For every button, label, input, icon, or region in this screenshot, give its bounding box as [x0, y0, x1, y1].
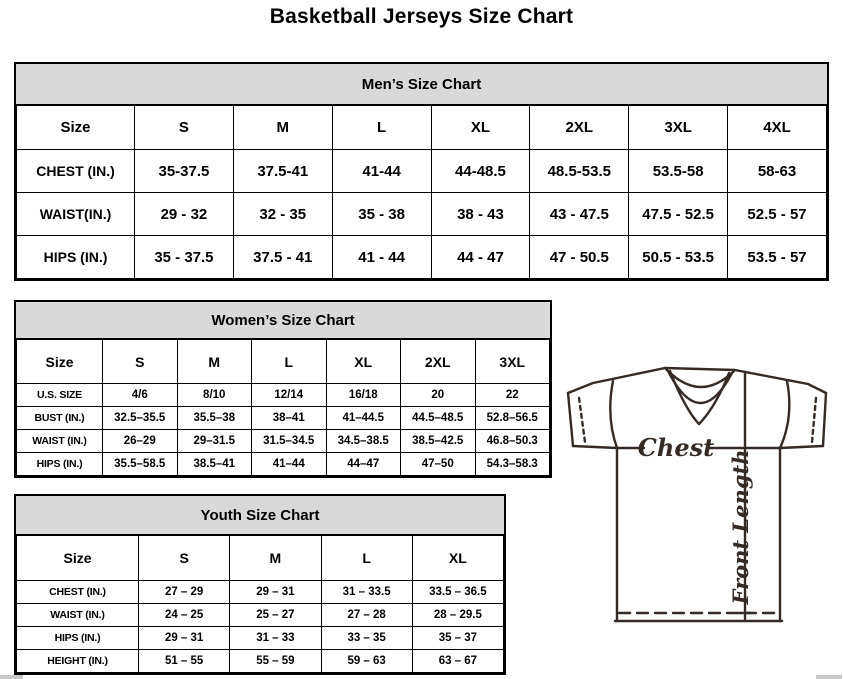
column-header-row [17, 340, 550, 384]
table-row [17, 581, 504, 604]
front-length-label: Front Length [728, 449, 753, 605]
row-label-cell: WAIST(IN.) [17, 193, 135, 236]
jersey-outline-icon [558, 362, 843, 672]
value-cell: 63 – 67 [412, 650, 503, 673]
row-label-cell: HEIGHT (IN.) [17, 650, 139, 673]
column-header-cell: M [177, 340, 252, 384]
value-cell: 29 - 32 [135, 193, 234, 236]
value-cell: 35 – 37 [412, 627, 503, 650]
page-title: Basketball Jerseys Size Chart [269, 5, 574, 28]
youth-chart-grid [16, 535, 504, 673]
value-cell: 29 – 31 [139, 627, 230, 650]
row-label-cell: HIPS (IN.) [17, 627, 139, 650]
row-label-cell: HIPS (IN.) [17, 236, 135, 279]
value-cell: 35-37.5 [135, 150, 234, 193]
column-header-cell: L [252, 340, 327, 384]
column-header-cell: S [103, 340, 178, 384]
column-header-cell: XL [412, 536, 503, 581]
womens-chart-grid [16, 339, 550, 476]
column-header-cell: XL [326, 340, 401, 384]
value-cell: 34.5–38.5 [326, 430, 401, 453]
row-label-cell: U.S. SIZE [17, 384, 103, 407]
column-header-row [17, 536, 504, 581]
value-cell: 29 – 31 [230, 581, 321, 604]
value-cell: 47 - 50.5 [530, 236, 629, 279]
mens-size-table [14, 62, 829, 281]
mens-chart-grid [16, 105, 827, 279]
column-header-cell: L [332, 106, 431, 150]
value-cell: 51 – 55 [139, 650, 230, 673]
value-cell: 24 – 25 [139, 604, 230, 627]
value-cell: 41–44.5 [326, 407, 401, 430]
value-cell: 54.3–58.3 [475, 453, 550, 476]
value-cell: 41–44 [252, 453, 327, 476]
column-header-cell: M [233, 106, 332, 150]
row-label-cell: HIPS (IN.) [17, 453, 103, 476]
womens-chart-title: Women’s Size Chart [16, 302, 550, 339]
size-header-cell: Size [17, 536, 139, 581]
column-header-cell: 2XL [401, 340, 476, 384]
row-label-cell: WAIST (IN.) [17, 604, 139, 627]
value-cell: 59 – 63 [321, 650, 412, 673]
value-cell: 43 - 47.5 [530, 193, 629, 236]
column-header-cell: S [135, 106, 234, 150]
value-cell: 31.5–34.5 [252, 430, 327, 453]
value-cell: 41-44 [332, 150, 431, 193]
size-header-cell: Size [17, 106, 135, 150]
value-cell: 53.5 - 57 [728, 236, 827, 279]
value-cell: 53.5-58 [629, 150, 728, 193]
value-cell: 20 [401, 384, 476, 407]
table-row [17, 453, 550, 476]
table-row [17, 193, 827, 236]
womens-size-table [14, 300, 552, 478]
value-cell: 8/10 [177, 384, 252, 407]
value-cell: 55 – 59 [230, 650, 321, 673]
row-label-cell: BUST (IN.) [17, 407, 103, 430]
size-header-cell: Size [17, 340, 103, 384]
chest-label: Chest [637, 433, 715, 462]
value-cell: 26–29 [103, 430, 178, 453]
column-header-cell: XL [431, 106, 530, 150]
value-cell: 47–50 [401, 453, 476, 476]
value-cell: 25 – 27 [230, 604, 321, 627]
row-label-cell: CHEST (IN.) [17, 150, 135, 193]
mens-chart-title: Men’s Size Chart [16, 64, 827, 105]
value-cell: 52.5 - 57 [728, 193, 827, 236]
value-cell: 44–47 [326, 453, 401, 476]
value-cell: 33.5 – 36.5 [412, 581, 503, 604]
value-cell: 38 - 43 [431, 193, 530, 236]
table-row [17, 236, 827, 279]
value-cell: 50.5 - 53.5 [629, 236, 728, 279]
table-row [17, 604, 504, 627]
value-cell: 52.8–56.5 [475, 407, 550, 430]
table-row [17, 384, 550, 407]
value-cell: 27 – 28 [321, 604, 412, 627]
value-cell: 44 - 47 [431, 236, 530, 279]
scrollbar-fragment-right[interactable] [816, 675, 842, 679]
column-header-cell: 2XL [530, 106, 629, 150]
value-cell: 35.5–58.5 [103, 453, 178, 476]
value-cell: 16/18 [326, 384, 401, 407]
column-header-cell: L [321, 536, 412, 581]
value-cell: 44.5–48.5 [401, 407, 476, 430]
value-cell: 37.5-41 [233, 150, 332, 193]
value-cell: 35 - 38 [332, 193, 431, 236]
table-row [17, 650, 504, 673]
value-cell: 41 - 44 [332, 236, 431, 279]
value-cell: 58-63 [728, 150, 827, 193]
value-cell: 47.5 - 52.5 [629, 193, 728, 236]
value-cell: 33 – 35 [321, 627, 412, 650]
value-cell: 32 - 35 [233, 193, 332, 236]
value-cell: 46.8–50.3 [475, 430, 550, 453]
value-cell: 48.5-53.5 [530, 150, 629, 193]
youth-size-table [14, 494, 506, 675]
column-header-cell: 3XL [629, 106, 728, 150]
jersey-measurement-diagram [558, 362, 843, 672]
column-header-cell: 3XL [475, 340, 550, 384]
value-cell: 35.5–38 [177, 407, 252, 430]
value-cell: 22 [475, 384, 550, 407]
value-cell: 38.5–42.5 [401, 430, 476, 453]
value-cell: 32.5–35.5 [103, 407, 178, 430]
value-cell: 44-48.5 [431, 150, 530, 193]
value-cell: 27 – 29 [139, 581, 230, 604]
scrollbar-fragment-left[interactable] [0, 675, 23, 679]
column-header-row [17, 106, 827, 150]
row-label-cell: WAIST (IN.) [17, 430, 103, 453]
table-row [17, 627, 504, 650]
value-cell: 31 – 33 [230, 627, 321, 650]
column-header-cell: M [230, 536, 321, 581]
value-cell: 38.5–41 [177, 453, 252, 476]
table-row [17, 150, 827, 193]
column-header-cell: 4XL [728, 106, 827, 150]
table-row [17, 407, 550, 430]
table-row [17, 430, 550, 453]
value-cell: 29–31.5 [177, 430, 252, 453]
row-label-cell: CHEST (IN.) [17, 581, 139, 604]
value-cell: 12/14 [252, 384, 327, 407]
youth-chart-title: Youth Size Chart [16, 496, 504, 535]
column-header-cell: S [139, 536, 230, 581]
value-cell: 4/6 [103, 384, 178, 407]
value-cell: 35 - 37.5 [135, 236, 234, 279]
value-cell: 31 – 33.5 [321, 581, 412, 604]
value-cell: 38–41 [252, 407, 327, 430]
value-cell: 37.5 - 41 [233, 236, 332, 279]
value-cell: 28 – 29.5 [412, 604, 503, 627]
